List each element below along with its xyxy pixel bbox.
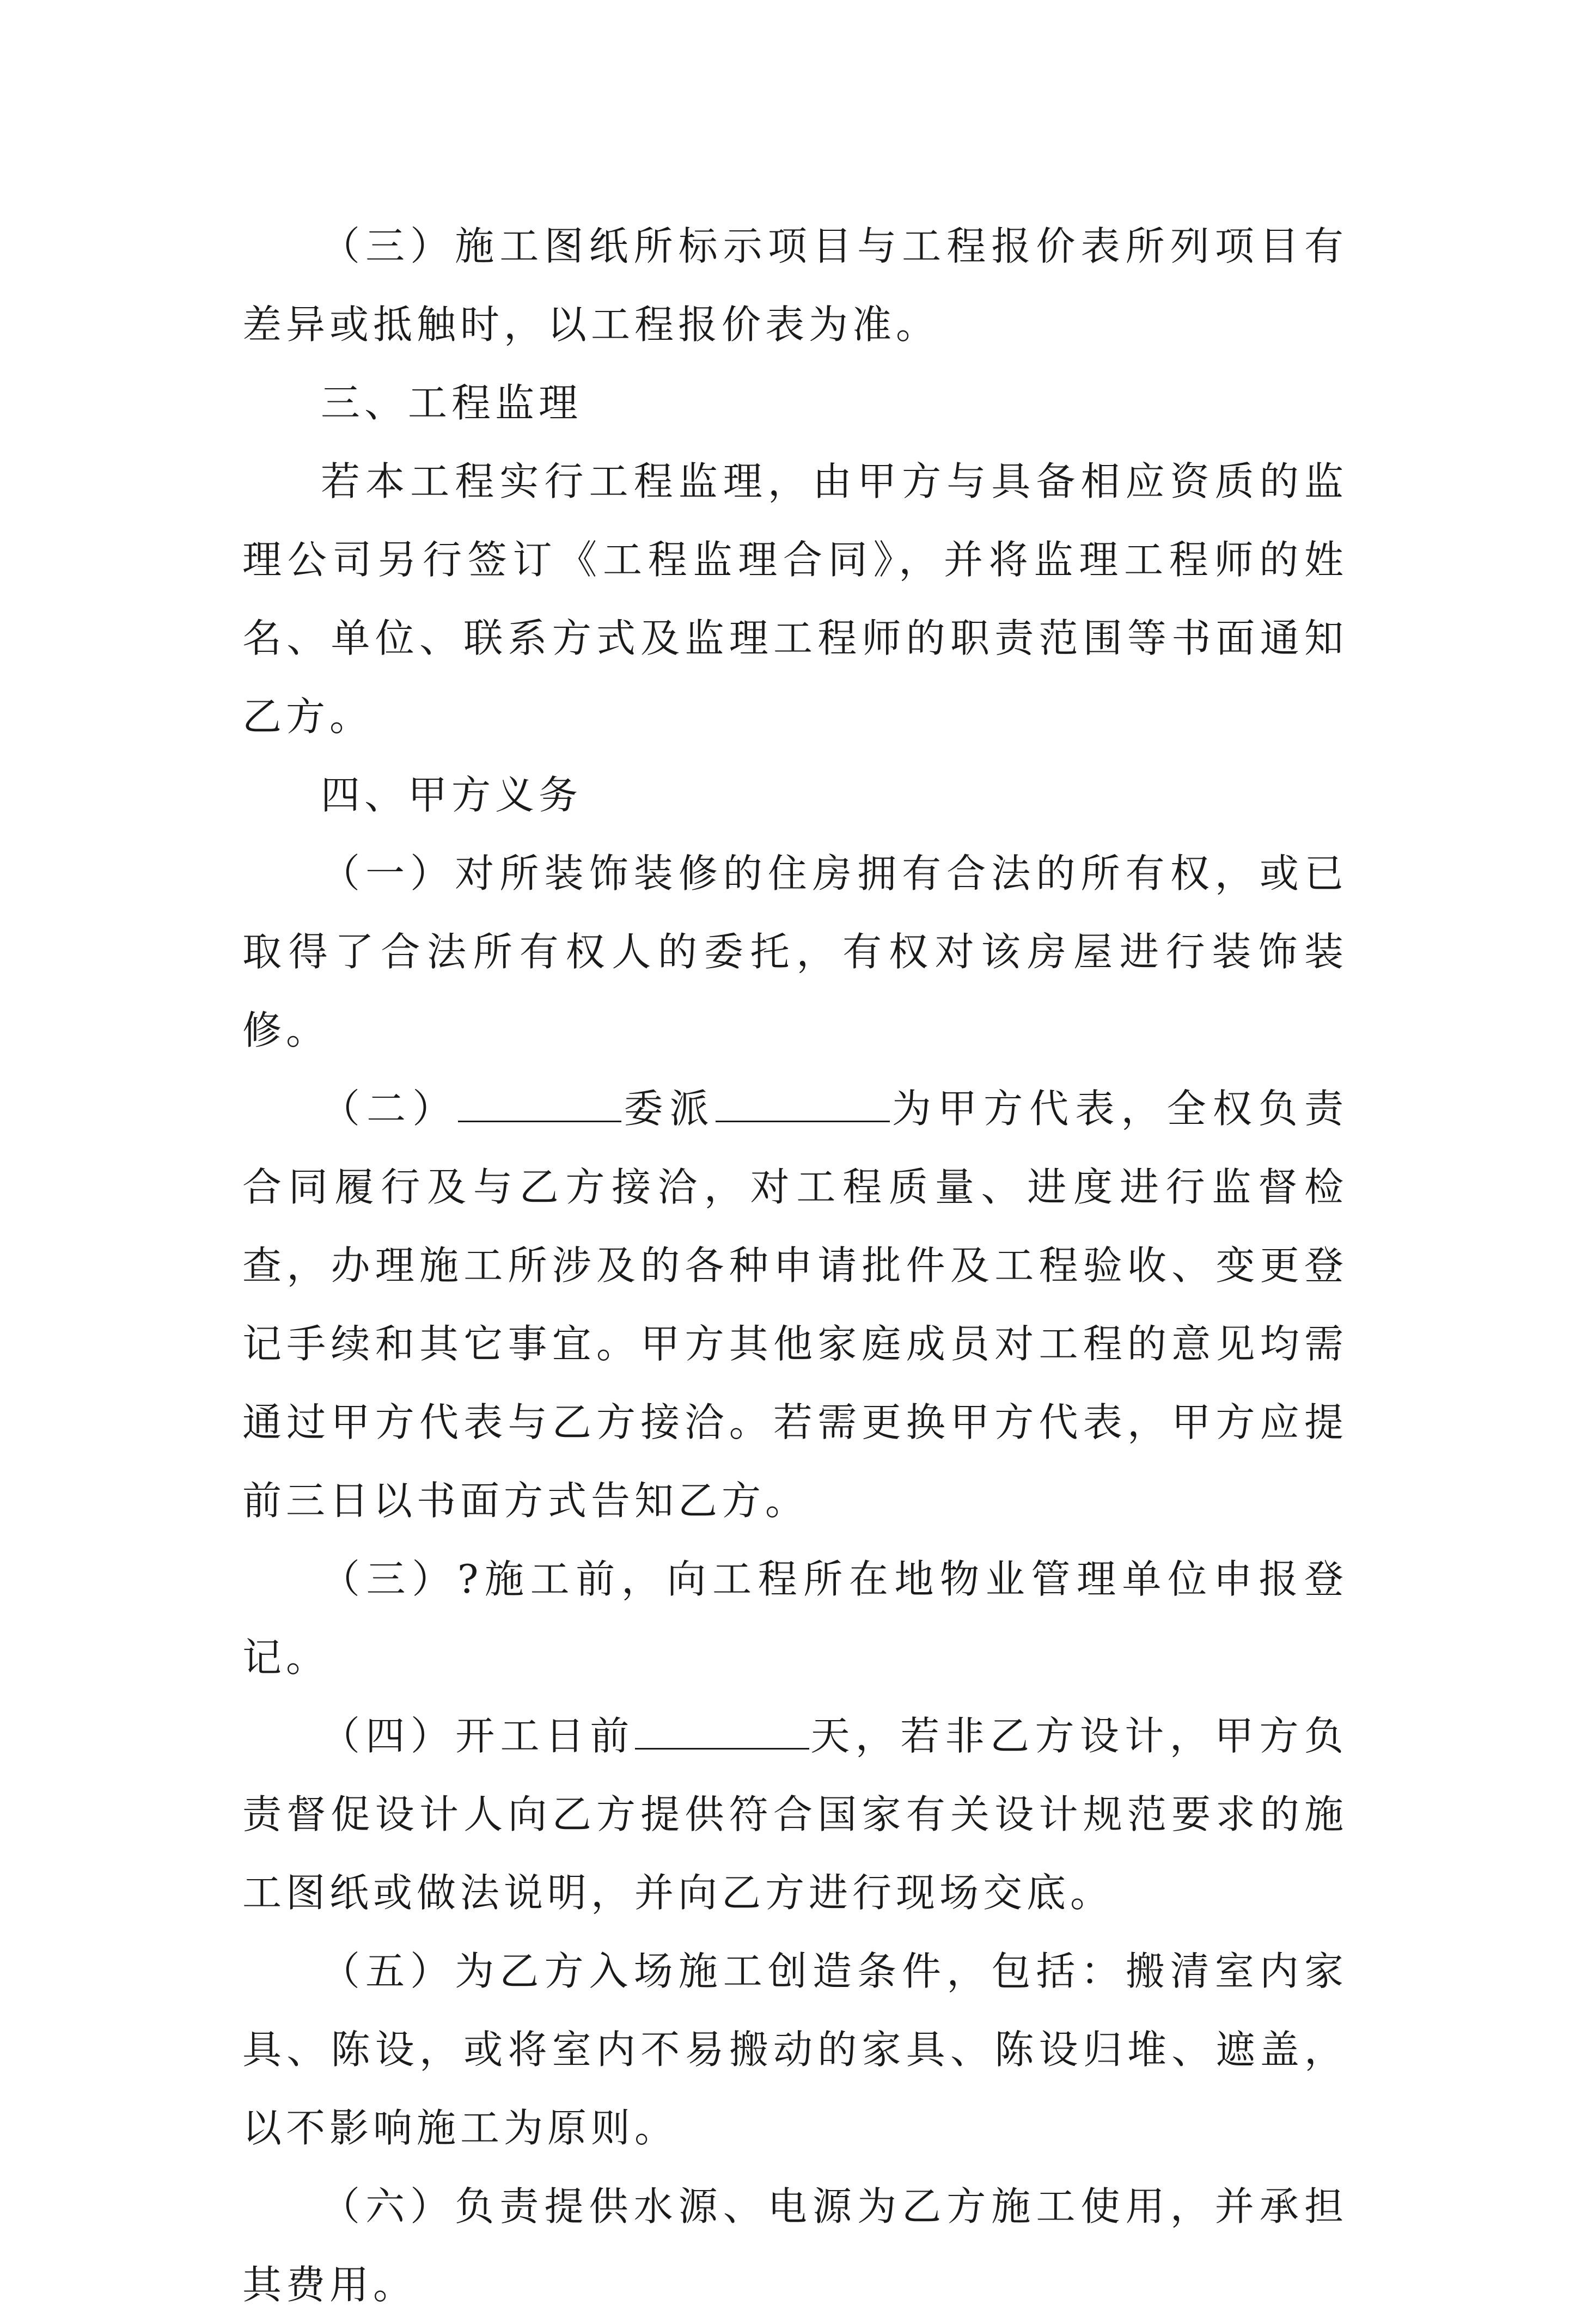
paragraph-site-conditions: （五）为乙方入场施工创造条件，包括：搬清室内家具、陈设，或将室内不易搬动的家具、陈设归堆、遮盖，以不影响施工为原则。	[242, 1948, 1348, 2151]
blank-representative-field[interactable]	[716, 1088, 890, 1122]
paragraph-drawing-discrepancy: （三）施工图纸所标示项目与工程报价表所列项目有差异或抵触时，以工程报价表为准。	[242, 223, 1348, 347]
drawings-suffix: 天，若非乙方设计，甲方负责督促设计人向乙方提供符合国家有关设计规范要求的施工图纸或做法说明，并向乙方进行现场交底。	[242, 1713, 1348, 1916]
document-body	[242, 207, 1348, 2324]
representative-mid: 委派	[621, 1086, 716, 1132]
representative-prefix: （二）	[321, 1086, 459, 1132]
blank-appointer-field[interactable]	[458, 1088, 621, 1122]
paragraph-utilities: （六）负责提供水源、电源为乙方施工使用，并承担其费用。	[242, 2184, 1348, 2308]
paragraph-supervision: 若本工程实行工程监理，由甲方与具备相应资质的监理公司另行签订《工程监理合同》，并将监理工程师的姓名、单位、联系方式及监理工程师的职责范围等书面通知乙方。	[242, 458, 1348, 739]
paragraph-drawings-delivery	[242, 1697, 1348, 1932]
paragraph-registration: （三）?施工前，向工程所在地物业管理单位申报登记。	[242, 1556, 1348, 1680]
paragraph-ownership: （一）对所装饰装修的住房拥有合法的所有权，或已取得了合法所有权人的委托，有权对该房屋进行装饰装修。	[242, 851, 1348, 1053]
paragraph-representative	[242, 1069, 1348, 1540]
drawings-prefix: （四）开工日前	[321, 1713, 635, 1759]
heading-supervision: 三、工程监理	[321, 380, 583, 426]
heading-party-a-obligations: 四、甲方义务	[321, 772, 583, 818]
representative-suffix: 为甲方代表，全权负责合同履行及与乙方接洽，对工程质量、进度进行监督检查，办理施工所涉及的各种申请批件及工程验收、变更登记手续和其它事宜。甲方其他家庭成员对工程的意见均需通过甲方代表与乙方接洽。若需更换甲方代表，甲方应提前三日以书面方式告知乙方。	[242, 1086, 1348, 1524]
blank-days-field[interactable]	[635, 1715, 809, 1750]
